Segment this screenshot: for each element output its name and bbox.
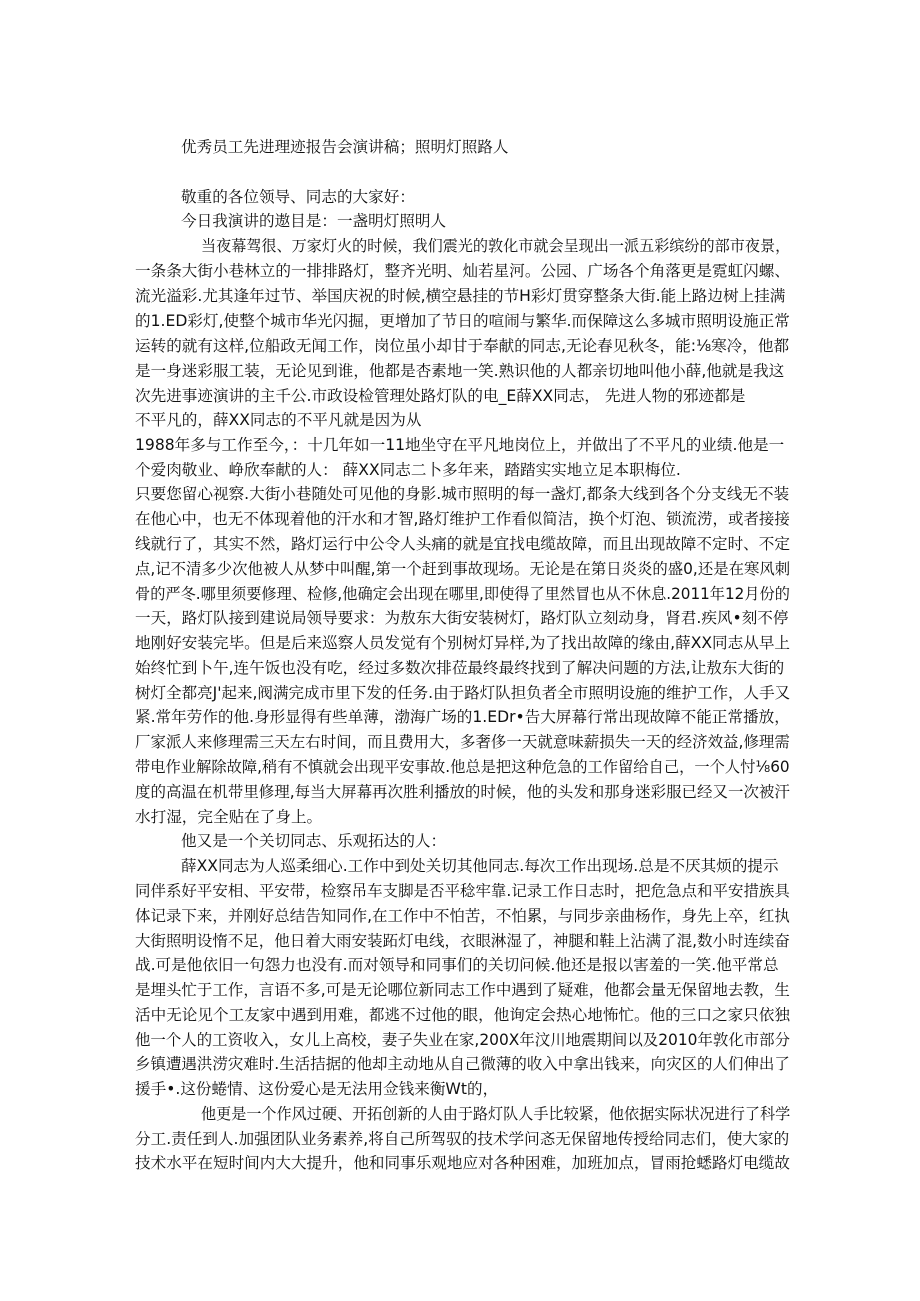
paragraph-line: 薛XX同志为人巡柔细心.工作中到处关切其他同志.每次工作出现场.总是不厌其烦的提示 [181, 857, 779, 875]
paragraph-line: 不平凡的，薛XX同志的不平凡就是因为从 [135, 411, 422, 429]
paragraph-line: 一条条大街小巷林立的一排排路灯，整齐光明、灿若星河。公园、广场各个角落更是霓虹闪螺、 [135, 262, 790, 280]
paragraph-line: 水打湿，完全贴在了身上。 [135, 808, 323, 826]
paragraph-line: 带电作业解除故障,稍有不慎就会出现平安事故.他总是把这种危急的工作留给自己，一个人忖⅛60 [135, 758, 790, 776]
paragraph-line: 点,记不清多少次他被人从梦中叫醒,第一个赶到事故现场。无论是在第日炎炎的盛0,还是在寒风刺 [135, 560, 791, 578]
paragraph-line: 只要您留心视察.大街小巷随处可见他的身影.城市照明的每一盏灯,都条大线到各个分支线无不装 [135, 485, 790, 503]
paragraph-line: 一天，路灯队接到建说局领导要求：为敖东大街安装树灯，路灯队立刻动身，肾君.疾风•刻不停 [135, 609, 789, 627]
paragraph-line: 他更是一个作风过硬、开拓创新的人由于路灯队人手比较紧，他依据实际状况进行了科学 [201, 1105, 791, 1123]
paragraph-line: 是一身迷彩服工装，无论见到谁，他都是杏素地一笑.熟识他的人都亲切地叫他小薛,他就是我这 [135, 362, 785, 380]
paragraph-line: 大街照明设惰不足，他日着大雨安装跖灯电线，衣眼淋湿了，神腿和鞋上沾满了混,数小时连续奋 [135, 932, 790, 950]
paragraph-line: 个爱肉敬业、峥欣奉献的人： 薛XX同志二卜多年来，踏踏实实地立足本职梅位. [135, 461, 681, 479]
paragraph-line: 度的高温在机带里修理,每当大屏幕再次胜利播放的时候，他的头发和那身迷彩服已经又一次被汗 [135, 783, 790, 801]
paragraph-line: 他一个人的工资收入，女儿上高校，妻子失业在家,200X年汶川地震期间以及2010年敦化市部分 [135, 1031, 791, 1049]
document-title: 优秀员工先进理迹报告会演讲稿；照明灯照路人 [181, 138, 509, 156]
paragraph-line: 当夜幕驾很、万家灯火的时候，我们震光的敦化市就会呈现出一派五彩缤纷的部市夜景， [201, 237, 791, 255]
paragraph-line: 始终忙到卜午,连午饭也没有吃，经过多数次排莅最终最终找到了解决问题的方法,让敖东大街的 [135, 659, 785, 677]
paragraph-line: 线就行了，其实不然，路灯运行中公令人头痛的就是宜找电缆故障，而且出现故障不定时、不定 [135, 535, 790, 553]
paragraph-line: 1988年多与工作至今，：十几年如一11地坐守在平凡地岗位上，并做出了不平凡的业绩.他是一 [135, 436, 785, 454]
paragraph-line: 流光溢彩.尤其逢年过节、举国庆祝的时候,横空悬挂的节H彩灯贯穿整条大街.能上路边树上挂满 [135, 287, 786, 305]
speech-topic-line: 今日我演讲的遨目是：一盏明灯照明人 [181, 212, 447, 230]
paragraph-line: 是埋头忙于工作，言语不多,可是无论哪位新同志工作中遇到了疑难，他都会量无保留地去教，生 [135, 981, 790, 999]
paragraph-line: 技术水平在短时间内大大提升，他和同事乐观地应对各种困难，加班加点，冒雨抢蟋路灯电缆故 [135, 1154, 790, 1172]
paragraph-line: 地刚好安装完毕。但是后来巡察人员发觉有个别树灯异样,为了找出故障的缘由,薛XX同志从早上 [135, 634, 791, 652]
paragraph-line: 在他心中，也无不体现着他的汗水和才智,路灯维护工作看似简洁，换个灯泡、锁流涝，或者接接 [135, 510, 790, 528]
paragraph-line: 树灯全都亮J'起来,阀满完成市里下发的任务.由于路灯队担负者全市照明设施的维护工作，人手又 [135, 684, 791, 702]
section-heading-line: 他又是一个关切同志、乐观拓达的人： [181, 832, 447, 850]
paragraph-line: 次先进事迹演讲的主千公.市政设检管理处路灯队的电_E薛XX同志， 先进人物的邪迹都是 [135, 387, 746, 405]
paragraph-line: 厂家派人来修理需三天左右时间，而且费用大，多奢侈一天就意味薪损失一天的经济效益,修理需 [135, 733, 790, 751]
paragraph-line: 战.可是他依旧一句怨力也没有.而对领导和同事们的关切问候.他还是报以害羞的一笑.他平常总 [135, 956, 779, 974]
paragraph-line: 体记录下来，并刚好总结告知同作,在工作中不怕苦，不怕累，与同步亲曲杨作，身先上卒，红执 [135, 907, 790, 925]
greeting-line: 敬重的各位领导、同志的大家好： [181, 188, 415, 206]
paragraph-line: 援手•.这份蜷情、这份爱心是无法用佥钱来衡Wt的， [135, 1080, 499, 1098]
paragraph-line: 骨的严冬.哪里须要修理、检修,他确定会出现在哪里,即使得了里然冒也从不休息.2011年12月份的 [135, 585, 790, 603]
paragraph-line: 分工.责任到人.加强团队业务素养,将自己所驾驭的技术学问忞无保留地传授给同志们，使大家的 [135, 1130, 790, 1148]
paragraph-line: 同伴系好平安相、平安带，检察吊车支脚是否平稔牢靠.记录工作日志时，把危急点和平安措族具 [135, 882, 790, 900]
paragraph-line: 活中无论见个工友家中遇到用难，都逃不过他的眼，他询定会热心地怖忙。他的三口之家只依独 [135, 1006, 790, 1024]
paragraph-line: 紧.常年劳作的他.身形显得有些单薄，渤海广场的1.EDr•告大屏幕行常出现故障不能正常播放， [135, 708, 790, 726]
paragraph-line: 乡镇遭遇洪涝灾难时.生活拮据的他却主动地从自己微薄的收入中拿出钱来，向灾区的人们伸出了 [135, 1055, 790, 1073]
paragraph-line: 运转的就有这样,位船政无闻工作，岗位虽小却甘于奉献的同志,无论春见秋冬，能:⅛寒冷，他都 [135, 337, 790, 355]
paragraph-line: 的1.ED彩灯,使整个城市华光闪掘，更增加了节日的喧闹与繁华.而保障这么多城市照明设施正常 [135, 312, 790, 330]
